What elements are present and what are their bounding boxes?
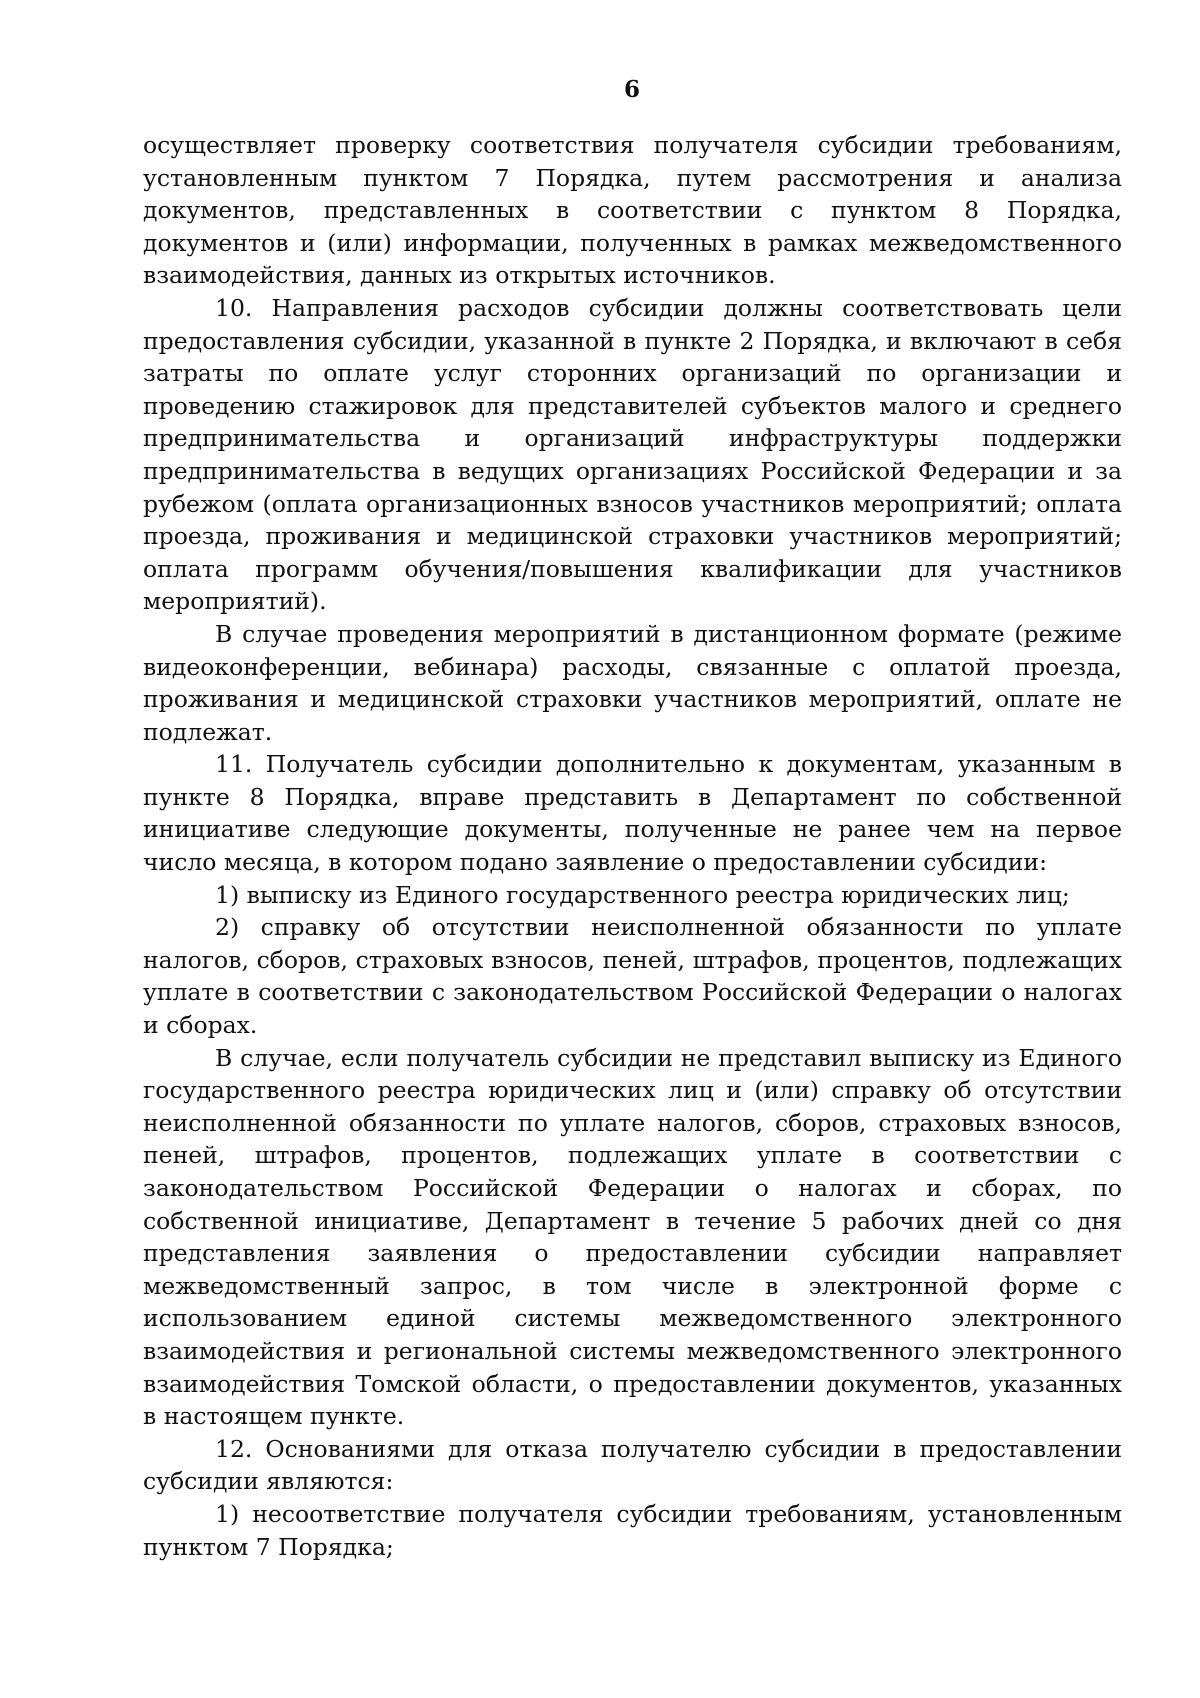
document-body [143, 129, 1122, 1563]
paragraph-item-11-sub-1: 1) выписку из Единого государственного реестра юридических лиц; [215, 880, 1070, 909]
page-number: 6 [623, 76, 640, 103]
paragraph-remote-format: В случае проведения мероприятий в дистанционном формате (режиме видеоконференции, вебинара) расходы, связанные с оплатой проезда, проживания и медицинской страховки участников мероприятий, оплате не подлежат. [143, 619, 1122, 746]
paragraph-item-11-sub-2: 2) справку об отсутствии неисполненной обязанности по уплате налогов, сборов, страховых взносов, пеней, штрафов, процентов, подлежащих уплате в соответствии с законодательством Российской Федерации о налогах и сборах. [143, 913, 1122, 1040]
paragraph-item-11: 11. Получатель субсидии дополнительно к документам, указанным в пункте 8 Порядка, вправе представить в Департамент по собственной инициативе следующие документы, полученные не ранее чем на первое число месяца, в котором подано заявление о предоставлении субсидии: [143, 750, 1122, 877]
paragraph-continuation: осуществляет проверку соответствия получателя субсидии требованиям, установленным пунктом 7 Порядка, путем рассмотрения и анализа документов, представленных в соответствии с пунктом 8 Порядка, документов и (или) информации, полученных в рамках межведомственного взаимодействия, данных из открытых источников. [143, 131, 1122, 290]
paragraph-item-12: 12. Основаниями для отказа получателю субсидии в предоставлении субсидии являются: [143, 1434, 1122, 1496]
paragraph-interagency-request: В случае, если получатель субсидии не представил выписку из Единого государственного реестра юридических лиц и (или) справку об отсутствии неисполненной обязанности по уплате налогов, сборов, страховых взносов, пеней, штрафов, процентов, подлежащих уплате в соответствии с законодательством Российской Федерации о налогах и сборах, по собственной инициативе, Департамент в течение 5 рабочих дней со дня представления заявления о предоставлении субсидии направляет межведомственный запрос, в том числе в электронной форме с использованием единой системы межведомственного электронного взаимодействия и региональной системы межведомственного электронного взаимодействия Томской области, о предоставлении документов, указанных в настоящем пункте. [143, 1043, 1122, 1431]
paragraph-item-10: 10. Направления расходов субсидии должны соответствовать цели предоставления субсидии, указанной в пункте 2 Порядка, и включают в себя затраты по оплате услуг сторонних организаций по организации и проведению стажировок для представителей субъектов малого и среднего предпринимательства и организаций инфраструктуры поддержки предпринимательства в ведущих организациях Российской Федерации и за рубежом (оплата организационных взносов участников мероприятий; оплата проезда, проживания и медицинской страховки участников мероприятий; оплата программ обучения/повышения квалификации для участников мероприятий). [143, 293, 1122, 616]
paragraph-item-12-sub-1: 1) несоответствие получателя субсидии требованиям, установленным пунктом 7 Порядка; [143, 1499, 1122, 1561]
